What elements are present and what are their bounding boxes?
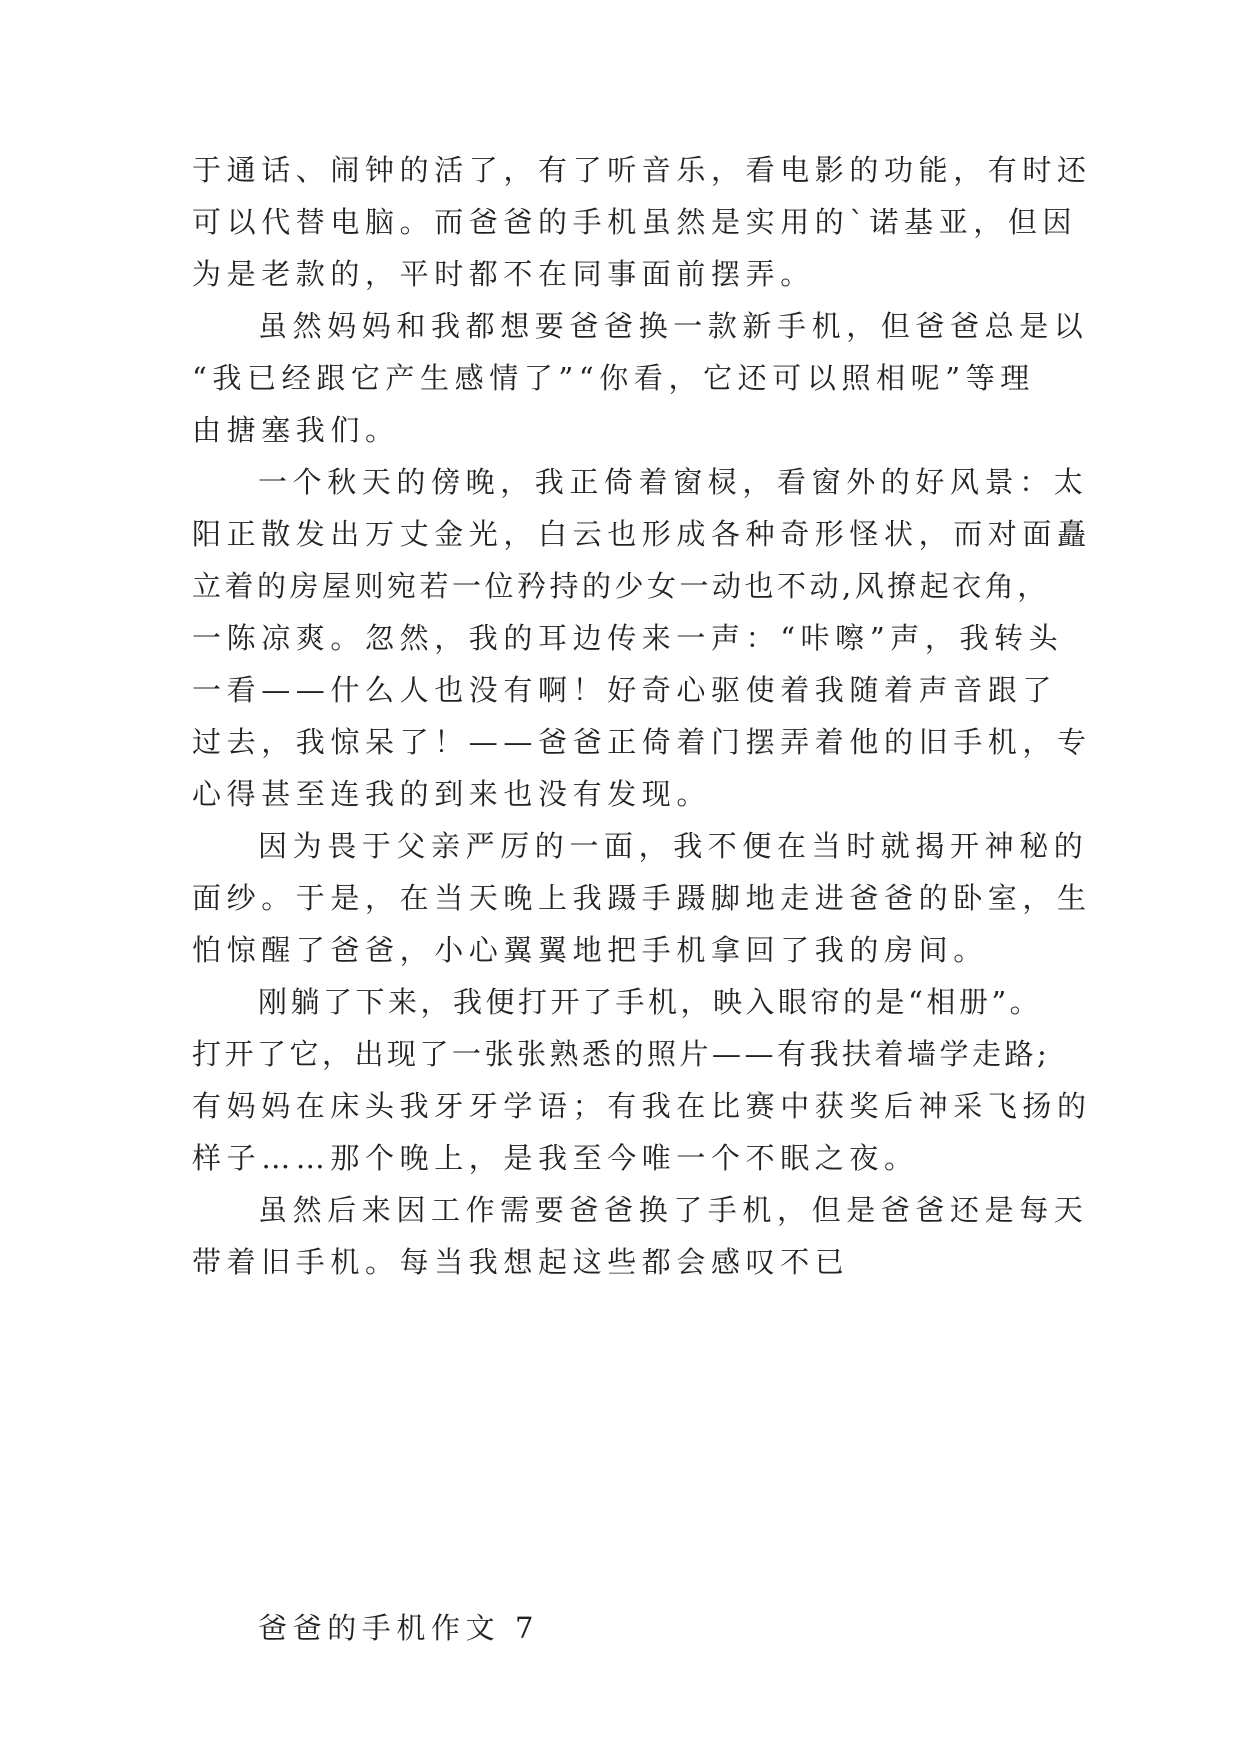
- next-essay-heading: 爸爸的手机作文 7: [258, 1611, 540, 1645]
- paragraph-4-line-3: 怕惊醒了爸爸，小心翼翼地把手机拿回了我的房间。: [192, 933, 988, 967]
- paragraph-3-line-5: 一看——什么人也没有啊！好奇心驱使着我随着声音跟了: [192, 673, 1058, 707]
- paragraph-1-line-3: 为是老款的，平时都不在同事面前摆弄。: [192, 257, 815, 291]
- paragraph-3-line-2: 阳正散发出万丈金光，白云也形成各种奇形怪状，而对面矗: [192, 517, 1092, 551]
- paragraph-5-line-2: 打开了它，出现了一张张熟悉的照片——有我扶着墙学走路;: [192, 1037, 1051, 1071]
- paragraph-5-line-1: 刚躺了下来，我便打开了手机，映入眼帘的是“相册”。: [258, 985, 1043, 1019]
- paragraph-3-line-6: 过去，我惊呆了！——爸爸正倚着门摆弄着他的旧手机，专: [192, 725, 1092, 759]
- paragraph-3-line-4: 一陈凉爽。忽然，我的耳边传来一声：“咔嚓”声，我转头: [192, 621, 1064, 655]
- paragraph-6-line-1: 虽然后来因工作需要爸爸换了手机，但是爸爸还是每天: [258, 1193, 1089, 1227]
- paragraph-6-line-2: 带着旧手机。每当我想起这些都会感叹不已: [192, 1245, 850, 1279]
- paragraph-4-line-2: 面纱。于是，在当天晚上我蹑手蹑脚地走进爸爸的卧室，生: [192, 881, 1092, 915]
- paragraph-1-line-2: 可以代替电脑。而爸爸的手机虽然是实用的`诺基亚，但因: [192, 205, 1078, 239]
- paragraph-3-line-3: 立着的房屋则宛若一位矜持的少女一动也不动,风撩起衣角，: [192, 569, 1050, 603]
- paragraph-5-line-4: 样子……那个晚上，是我至今唯一个不眠之夜。: [192, 1141, 919, 1175]
- paragraph-2-line-1: 虽然妈妈和我都想要爸爸换一款新手机，但爸爸总是以: [258, 309, 1089, 343]
- paragraph-5-line-3: 有妈妈在床头我牙牙学语；有我在比赛中获奖后神采飞扬的: [192, 1089, 1092, 1123]
- paragraph-3-line-1: 一个秋天的傍晚，我正倚着窗棂，看窗外的好风景：太: [258, 465, 1089, 499]
- paragraph-3-line-7: 心得甚至连我的到来也没有发现。: [192, 777, 712, 811]
- paragraph-4-line-1: 因为畏于父亲严厉的一面，我不便在当时就揭开神秘的: [258, 829, 1089, 863]
- paragraph-1-line-1: 于通话、闹钟的活了，有了听音乐，看电影的功能，有时还: [192, 153, 1092, 187]
- paragraph-2-line-2: “我已经跟它产生感情了”“你看，它还可以照相呢”等理: [192, 361, 1035, 395]
- paragraph-2-line-3: 由搪塞我们。: [192, 413, 400, 447]
